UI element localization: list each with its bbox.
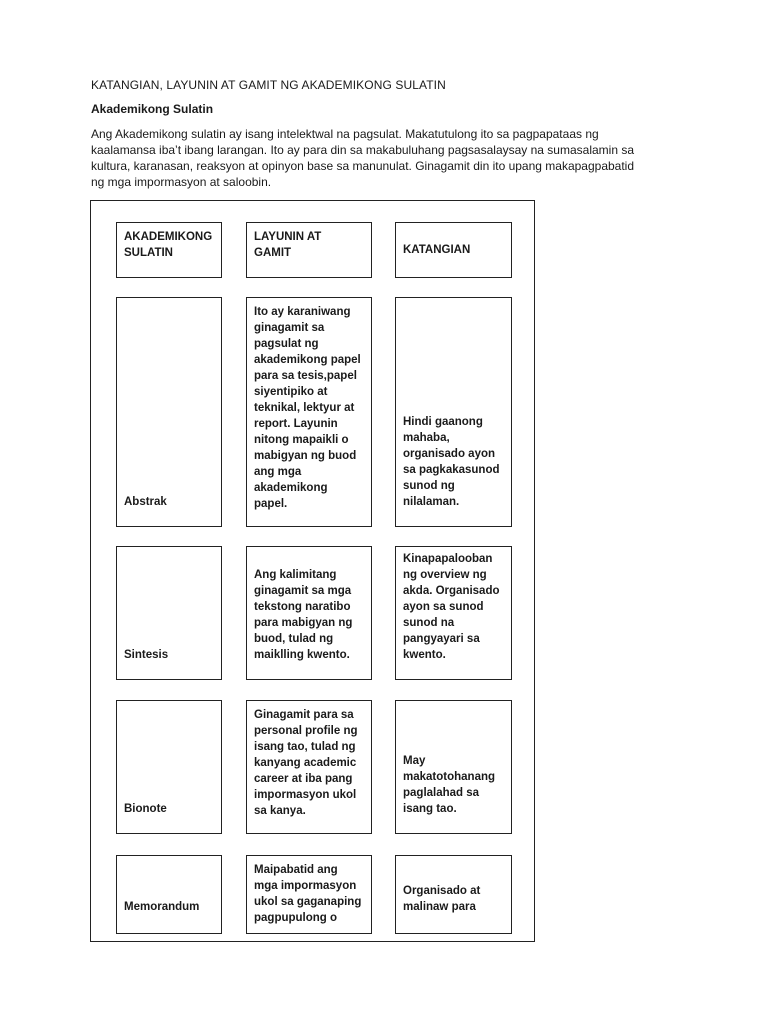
cell-text: makatotohanang bbox=[403, 771, 496, 783]
cell-layunin-sintesis bbox=[246, 546, 372, 680]
cell-text: nitong mapaikli o bbox=[254, 434, 349, 446]
cell-text: ukol sa gaganaping bbox=[254, 896, 362, 908]
header-text: LAYUNIN AT bbox=[254, 231, 322, 243]
cell-text: malinaw para bbox=[403, 901, 476, 913]
header-katangian bbox=[395, 222, 512, 278]
cell-text: mabigyan ng buod bbox=[254, 450, 357, 462]
cell-katangian-memorandum bbox=[395, 855, 512, 934]
cell-text: Hindi gaanong bbox=[403, 416, 483, 428]
cell-text: Maipabatid ang bbox=[254, 864, 338, 876]
cell-text: ang mga bbox=[254, 466, 302, 478]
cell-layunin-memorandum bbox=[246, 855, 372, 934]
cell-text: mahaba, bbox=[403, 432, 450, 444]
cell-text: ng overview ng bbox=[403, 569, 487, 581]
cell-katangian-sintesis bbox=[395, 546, 512, 680]
cell-text: isang tao. bbox=[403, 803, 457, 815]
cell-text: paglalahad sa bbox=[403, 787, 480, 799]
cell-text: para mabigyan ng bbox=[254, 617, 353, 629]
cell-text: Memorandum bbox=[124, 901, 200, 913]
cell-text: Ang kalimitang bbox=[254, 569, 337, 581]
cell-text: buod, tulad ng bbox=[254, 633, 334, 645]
cell-text: Abstrak bbox=[124, 496, 167, 508]
cell-text: report. Layunin bbox=[254, 418, 338, 430]
cell-text: organisado ayon bbox=[403, 448, 496, 460]
intro-line: ng mga impormasyon at saloobin. bbox=[91, 175, 272, 189]
cell-text: akda. Organisado bbox=[403, 585, 500, 597]
cell-text: ayon sa sunod bbox=[403, 601, 484, 613]
cell-text: mga impormasyon bbox=[254, 880, 357, 892]
cell-text: impormasyon ukol bbox=[254, 789, 357, 801]
cell-text: sa pagkakasunod bbox=[403, 464, 500, 476]
cell-text: ginagamit sa mga bbox=[254, 585, 352, 597]
cell-text: tekstong naratibo bbox=[254, 601, 351, 613]
cell-text: kwento. bbox=[403, 649, 446, 661]
cell-text: akademikong papel bbox=[254, 354, 361, 366]
cell-layunin-abstrak bbox=[246, 297, 372, 527]
cell-katangian-abstrak bbox=[395, 297, 512, 527]
cell-text: Ginagamit para sa bbox=[254, 709, 354, 721]
cell-text: akademikong bbox=[254, 482, 328, 494]
cell-text: kanyang academic bbox=[254, 757, 357, 769]
intro-paragraph bbox=[91, 126, 691, 190]
cell-text: Ito ay karaniwang bbox=[254, 306, 351, 318]
cell-text: Kinapapalooban bbox=[403, 553, 493, 565]
header-text: SULATIN bbox=[124, 247, 173, 259]
cell-text: teknikal, lektyur at bbox=[254, 402, 355, 414]
cell-text: isang tao, tulad ng bbox=[254, 741, 356, 753]
cell-text: career at iba pang bbox=[254, 773, 353, 785]
cell-layunin-bionote bbox=[246, 700, 372, 834]
cell-name-sintesis bbox=[116, 546, 222, 680]
cell-text: Bionote bbox=[124, 803, 167, 815]
intro-line: kaalamansa iba’t ibang larangan. Ito ay para din sa makabuluhang pagsasalaysay na sumasalamin sa bbox=[91, 143, 635, 157]
cell-name-abstrak bbox=[116, 297, 222, 527]
header-akademikong-sulatin bbox=[116, 222, 222, 278]
cell-text: May bbox=[403, 755, 426, 767]
cell-text: maiklling kwento. bbox=[254, 649, 350, 661]
intro-line: Ang Akademikong sulatin ay isang intelektwal na pagsulat. Makatutulong ito sa pagpapataas ng bbox=[91, 127, 599, 141]
cell-text: siyentipiko at bbox=[254, 386, 328, 398]
cell-text: nilalaman. bbox=[403, 496, 460, 508]
cell-text: sunod ng bbox=[403, 480, 455, 492]
cell-text: sunod na bbox=[403, 617, 455, 629]
cell-text: pagsulat ng bbox=[254, 338, 319, 350]
cell-text: sa kanya. bbox=[254, 805, 306, 817]
cell-name-memorandum bbox=[116, 855, 222, 934]
header-text: KATANGIAN bbox=[403, 244, 471, 256]
cell-text: ginagamit sa bbox=[254, 322, 325, 334]
document-title: KATANGIAN, LAYUNIN AT GAMIT NG AKADEMIKONG SULATIN bbox=[91, 78, 446, 92]
intro-line: kultura, karanasan, reaksyon at opinyon base sa manunulat. Ginagamit din ito upang makapagpabatid bbox=[91, 159, 635, 173]
header-text: AKADEMIKONG bbox=[124, 231, 213, 243]
cell-text: Organisado at bbox=[403, 885, 481, 897]
section-heading: Akademikong Sulatin bbox=[91, 102, 214, 116]
cell-text: Sintesis bbox=[124, 649, 169, 661]
cell-name-bionote bbox=[116, 700, 222, 834]
header-layunin-at-gamit bbox=[246, 222, 372, 278]
cell-text: papel. bbox=[254, 498, 288, 510]
cell-text: pagpupulong o bbox=[254, 912, 338, 924]
cell-katangian-bionote bbox=[395, 700, 512, 834]
cell-text: personal profile ng bbox=[254, 725, 358, 737]
sulatin-table-frame bbox=[90, 200, 535, 942]
header-text: GAMIT bbox=[254, 247, 292, 259]
cell-text: pangyayari sa bbox=[403, 633, 480, 645]
cell-text: para sa tesis,papel bbox=[254, 370, 357, 382]
